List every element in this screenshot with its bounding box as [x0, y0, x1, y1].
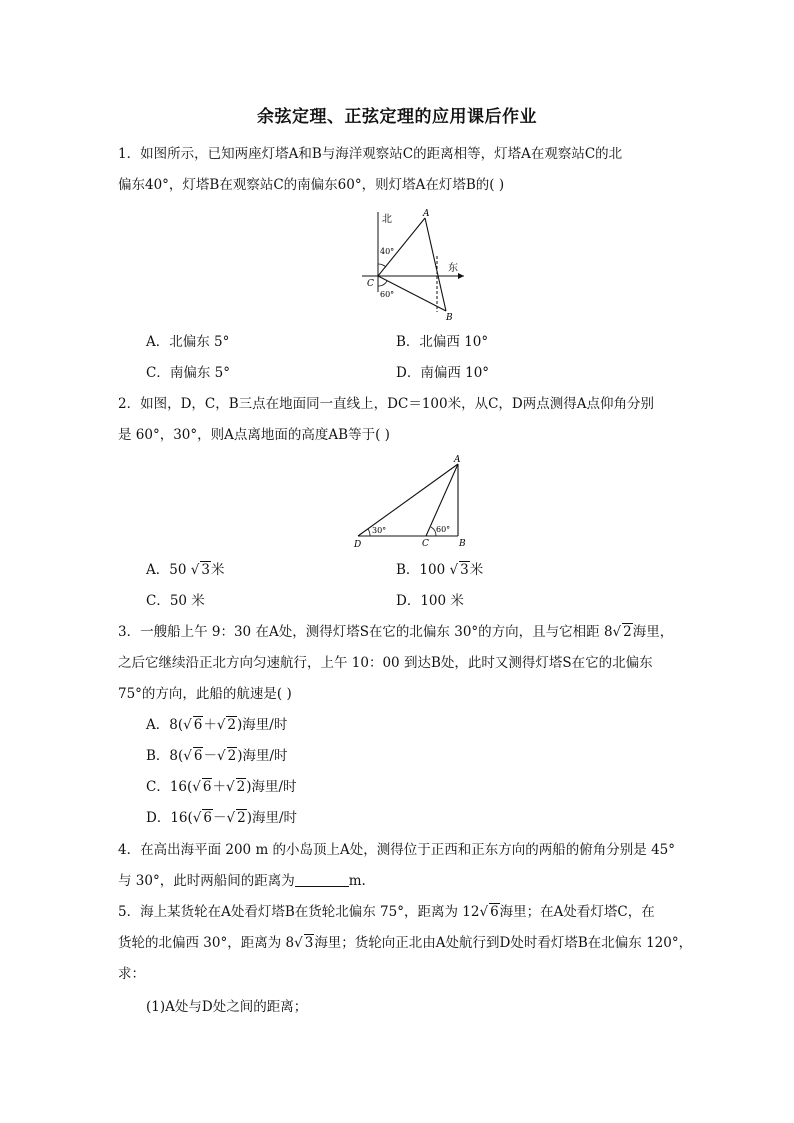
- q2-angle-arc-30: [368, 529, 370, 536]
- q1-option-b[interactable]: B．北偏西 10°: [396, 334, 489, 350]
- q2-label-angle-30: 30°: [372, 526, 387, 535]
- q1-figure: [360, 206, 470, 324]
- q2-option-b-prefix: B．100: [396, 562, 446, 578]
- q2-label-angle-60: 60°: [436, 525, 451, 534]
- q3-option-c-operator: ＋: [212, 779, 226, 795]
- q3-option-d-radicand-2: 2: [237, 810, 246, 826]
- answer-blank[interactable]: [295, 872, 349, 887]
- q2-label-d: D: [354, 540, 362, 550]
- q3-option-d-operator: －: [212, 810, 227, 826]
- q2-option-a-prefix: A．50: [146, 562, 187, 578]
- q5-line-2: [118, 933, 693, 953]
- q3-option-b[interactable]: [146, 746, 288, 766]
- q3-line-1-text: 3．一艘船上午 9：30 在A处，测得灯塔S在它的北偏东 30°的方向，且与它相距 8: [118, 624, 613, 640]
- q4-line-1: 4．在高出海平面 200 m 的小岛顶上A处，测得位于正西和正东方向的两船的俯角分别是 45°: [118, 842, 675, 858]
- q1-line-1: 1．如图所示，已知两座灯塔A和B与海洋观察站C的距离相等，灯塔A在观察站C的北: [118, 146, 623, 162]
- q5-line-1-suffix: 海里；在A处看灯塔C，在: [499, 904, 655, 920]
- q3-line-2: 之后它继续沿正北方向匀速航行，上午 10：00 到达B处，此时又测得灯塔S在它的北偏东: [118, 655, 653, 671]
- q3-option-a-operator: ＋: [203, 717, 217, 733]
- q3-option-c-suffix: )海里/时: [246, 779, 297, 795]
- q3-option-d-prefix: D．16(: [146, 810, 193, 826]
- q3-line-1: [118, 622, 688, 642]
- q3-option-a-radicand-2: 2: [227, 717, 237, 733]
- q2-label-b: B: [459, 539, 466, 549]
- q4-line-2-text: 与 30°，此时两船间的距离为: [118, 873, 295, 889]
- q3-option-c-radicand-2: 2: [236, 779, 246, 795]
- q3-option-b-prefix: B．8(: [146, 748, 184, 764]
- q1-east-arrow: [458, 273, 464, 279]
- q2-line-2: 是 60°，30°，则A点离地面的高度AB等于( ): [118, 427, 390, 443]
- q4-line-2-unit: m.: [348, 873, 366, 889]
- q5-line-1-radicand: 6: [490, 904, 499, 920]
- sqrt-icon: √: [192, 779, 201, 795]
- q2-option-b[interactable]: [396, 560, 483, 580]
- q1-label-b: B: [446, 313, 453, 323]
- sqrt-icon: √: [225, 779, 235, 795]
- q3-line-3: 75°的方向，此船的航速是( ): [118, 686, 292, 702]
- q1-angle-arc-60: [378, 281, 387, 286]
- sqrt-icon: √: [183, 748, 192, 764]
- sqrt-icon: √: [612, 624, 622, 640]
- sqrt-icon: √: [449, 562, 459, 578]
- q5-line-2-text: 货轮的北偏西 30°，距离为 8: [118, 935, 295, 951]
- sqrt-icon: √: [216, 717, 226, 733]
- q3-option-d-suffix: )海里/时: [246, 810, 298, 826]
- q2-option-a-unit: 米: [210, 562, 225, 578]
- q2-option-a-radicand: 3: [201, 562, 210, 578]
- q4-line-2: [118, 871, 688, 891]
- q3-option-a[interactable]: [146, 715, 287, 735]
- sqrt-icon: √: [190, 562, 200, 578]
- q3-line-1-radicand: 2: [623, 624, 632, 640]
- q2-option-b-unit: 米: [469, 562, 484, 578]
- sqrt-icon: √: [226, 810, 236, 826]
- sqrt-icon: √: [192, 810, 202, 826]
- q2-option-a[interactable]: [146, 560, 224, 580]
- q2-label-c: C: [422, 539, 429, 549]
- q5-subquestion-1: (1)A处与D处之间的距离；: [146, 999, 308, 1015]
- q3-option-b-radicand-1: 6: [193, 748, 203, 764]
- q1-label-c: C: [367, 279, 374, 289]
- q3-option-c-prefix: C．16(: [146, 779, 193, 795]
- q1-label-east: 东: [448, 263, 458, 274]
- sqrt-icon: √: [294, 935, 303, 951]
- q5-line-2-radicand: 3: [304, 935, 314, 951]
- sqrt-icon: √: [479, 904, 489, 920]
- q1-label-angle-40: 40°: [380, 247, 395, 256]
- q3-option-d-radicand-1: 6: [203, 810, 212, 826]
- q2-option-c[interactable]: C．50 米: [146, 593, 205, 609]
- q2-option-b-radicand: 3: [460, 562, 469, 578]
- q5-line-3: 求：: [118, 966, 145, 982]
- q1-label-north: 北: [382, 214, 392, 225]
- q2-line-1: 2．如图，D，C，B三点在地面同一直线上，DC＝100米，从C，D两点测得A点仰角分别: [118, 396, 654, 412]
- sqrt-icon: √: [216, 748, 226, 764]
- q1-label-angle-60: 60°: [380, 290, 395, 299]
- q1-line-ab: [425, 218, 446, 311]
- q3-option-b-radicand-2: 2: [227, 748, 237, 764]
- q2-figure: [350, 452, 480, 550]
- q3-option-a-prefix: A．8(: [146, 717, 184, 733]
- q3-option-c-radicand-1: 6: [202, 779, 212, 795]
- q1-option-d[interactable]: D．南偏西 10°: [396, 365, 490, 381]
- q5-line-1: [118, 902, 688, 922]
- q3-option-b-suffix: )海里/时: [237, 748, 288, 764]
- q3-option-a-radicand-1: 6: [193, 717, 203, 733]
- q1-line-2: 偏东40°，灯塔B在观察站C的南偏东60°，则灯塔A在灯塔B的( ): [118, 177, 505, 193]
- q5-line-1-text: 5．海上某货轮在A处看灯塔B在货轮北偏东 75°，距离为 12: [118, 904, 480, 920]
- q1-option-c[interactable]: C．南偏东 5°: [146, 365, 230, 381]
- q3-option-d[interactable]: [146, 808, 297, 828]
- q3-option-b-operator: －: [203, 748, 217, 764]
- q2-label-a: A: [454, 455, 461, 465]
- q1-angle-arc-40: [378, 264, 386, 267]
- q1-option-a[interactable]: A．北偏东 5°: [146, 334, 230, 350]
- q3-option-c[interactable]: [146, 777, 297, 797]
- q3-line-1-suffix: 海里，: [632, 624, 674, 640]
- q3-option-a-suffix: )海里/时: [237, 717, 288, 733]
- page-title: 余弦定理、正弦定理的应用课后作业: [257, 107, 537, 127]
- q5-line-2-suffix: 海里；货轮向正北由A处航行到D处时看灯塔B在北偏东 120°，: [314, 935, 693, 951]
- q2-option-d[interactable]: D．100 米: [396, 593, 464, 609]
- sqrt-icon: √: [183, 717, 192, 733]
- q1-label-a: A: [423, 209, 430, 219]
